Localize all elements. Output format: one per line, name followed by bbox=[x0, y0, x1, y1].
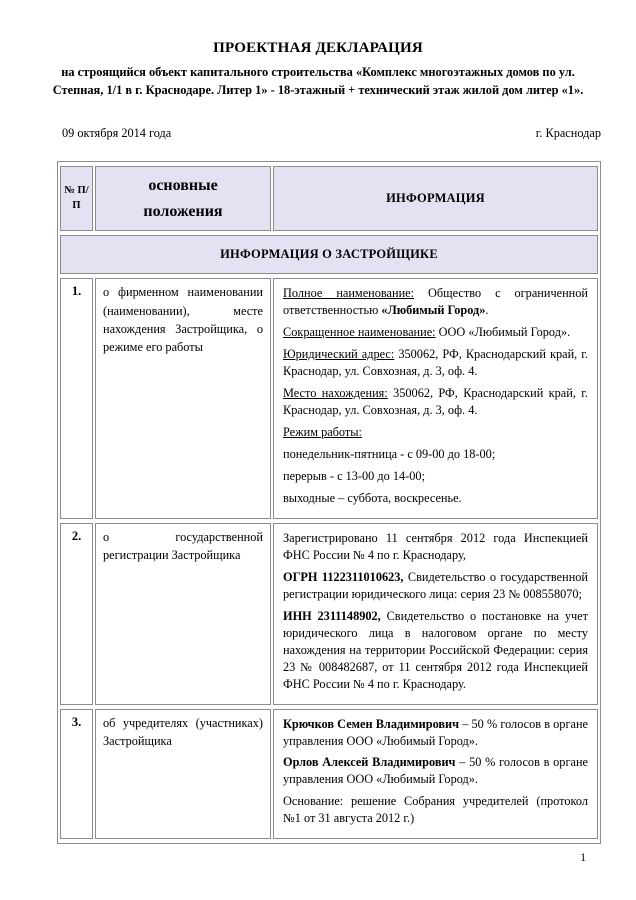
dateline bbox=[57, 126, 601, 141]
table-row bbox=[60, 709, 598, 840]
row-topic: о государственной регистрации Застройщика bbox=[95, 523, 271, 705]
column-header-info: ИНФОРМАЦИЯ bbox=[273, 166, 598, 231]
row-info: Зарегистрировано 11 сентября 2012 года Инспекцией ФНС России № 4 по г. Краснодару, ОГРН 1122311010623, Свидетельство о государственной регистрации юридического лица: серия 23 № 008558070; ИНН 2311148902, Свидетельство о постановке на учет юридического лица в налоговом органе по месту нахождения на территории Российской Федерации: серия 23 № 008482687, от 11 сентября 2012 года Инспекцией ФНС России № 4 по г. Краснодару. bbox=[273, 523, 598, 705]
column-header-topics: основные положения bbox=[95, 166, 271, 231]
section-header-row bbox=[60, 235, 598, 274]
table-row bbox=[60, 523, 598, 705]
row-info: Крючков Семен Владимирович – 50 % голосов в органе управления ООО «Любимый Город». Орлов Алексей Владимирович – 50 % голосов в органе управления ООО «Любимый Город». Основание: решение Собрания учредителей (протокол №1 от 31 августа 2012 г.) bbox=[273, 709, 598, 840]
document-city: г. Краснодар bbox=[535, 125, 601, 140]
table-body bbox=[60, 166, 598, 839]
document-subtitle: на строящийся объект капитального строительства «Комплекс многоэтажных домов по ул. Степная, 1/1 в г. Краснодаре. Литер 1» - 18-этажный + технический этаж жилой дом литер «1». bbox=[52, 65, 584, 97]
row-number: 2. bbox=[60, 523, 93, 705]
declaration-table bbox=[57, 161, 601, 844]
column-header-num: № П/П bbox=[60, 166, 93, 231]
row-topic: о фирменном наименовании (наименовании), месте нахождения Застройщика, о режиме его работы bbox=[95, 278, 271, 519]
row-info: Полное наименование: Общество с ограниченной ответственностью «Любимый Город». Сокращенное наименование: ООО «Любимый Город». Юридический адрес: 350062, РФ, Краснодарский край, г. Краснодар, ул. Совхозная, д. 3, оф. 4. Место нахождения: 350062, РФ, Краснодарский край, г. Краснодар, ул. Совхозная, д. 3, оф. 4. Режим работы: понедельник-пятница - с 09-00 до 18-00; перерыв - с 13-00 до 14-00; выходные – суббота, воскресенье. bbox=[273, 278, 598, 519]
row-number: 3. bbox=[60, 709, 93, 840]
row-number: 1. bbox=[60, 278, 93, 519]
section-header: ИНФОРМАЦИЯ О ЗАСТРОЙЩИКЕ bbox=[60, 235, 598, 274]
page-number: 1 bbox=[580, 852, 586, 864]
table-row bbox=[60, 278, 598, 519]
table-header-row bbox=[60, 166, 598, 231]
document-title: ПРОЕКТНАЯ ДЕКЛАРАЦИЯ bbox=[213, 40, 423, 56]
row-topic: об учредителях (участниках) Застройщика bbox=[95, 709, 271, 840]
document-date: 09 октября 2014 года bbox=[62, 125, 172, 140]
